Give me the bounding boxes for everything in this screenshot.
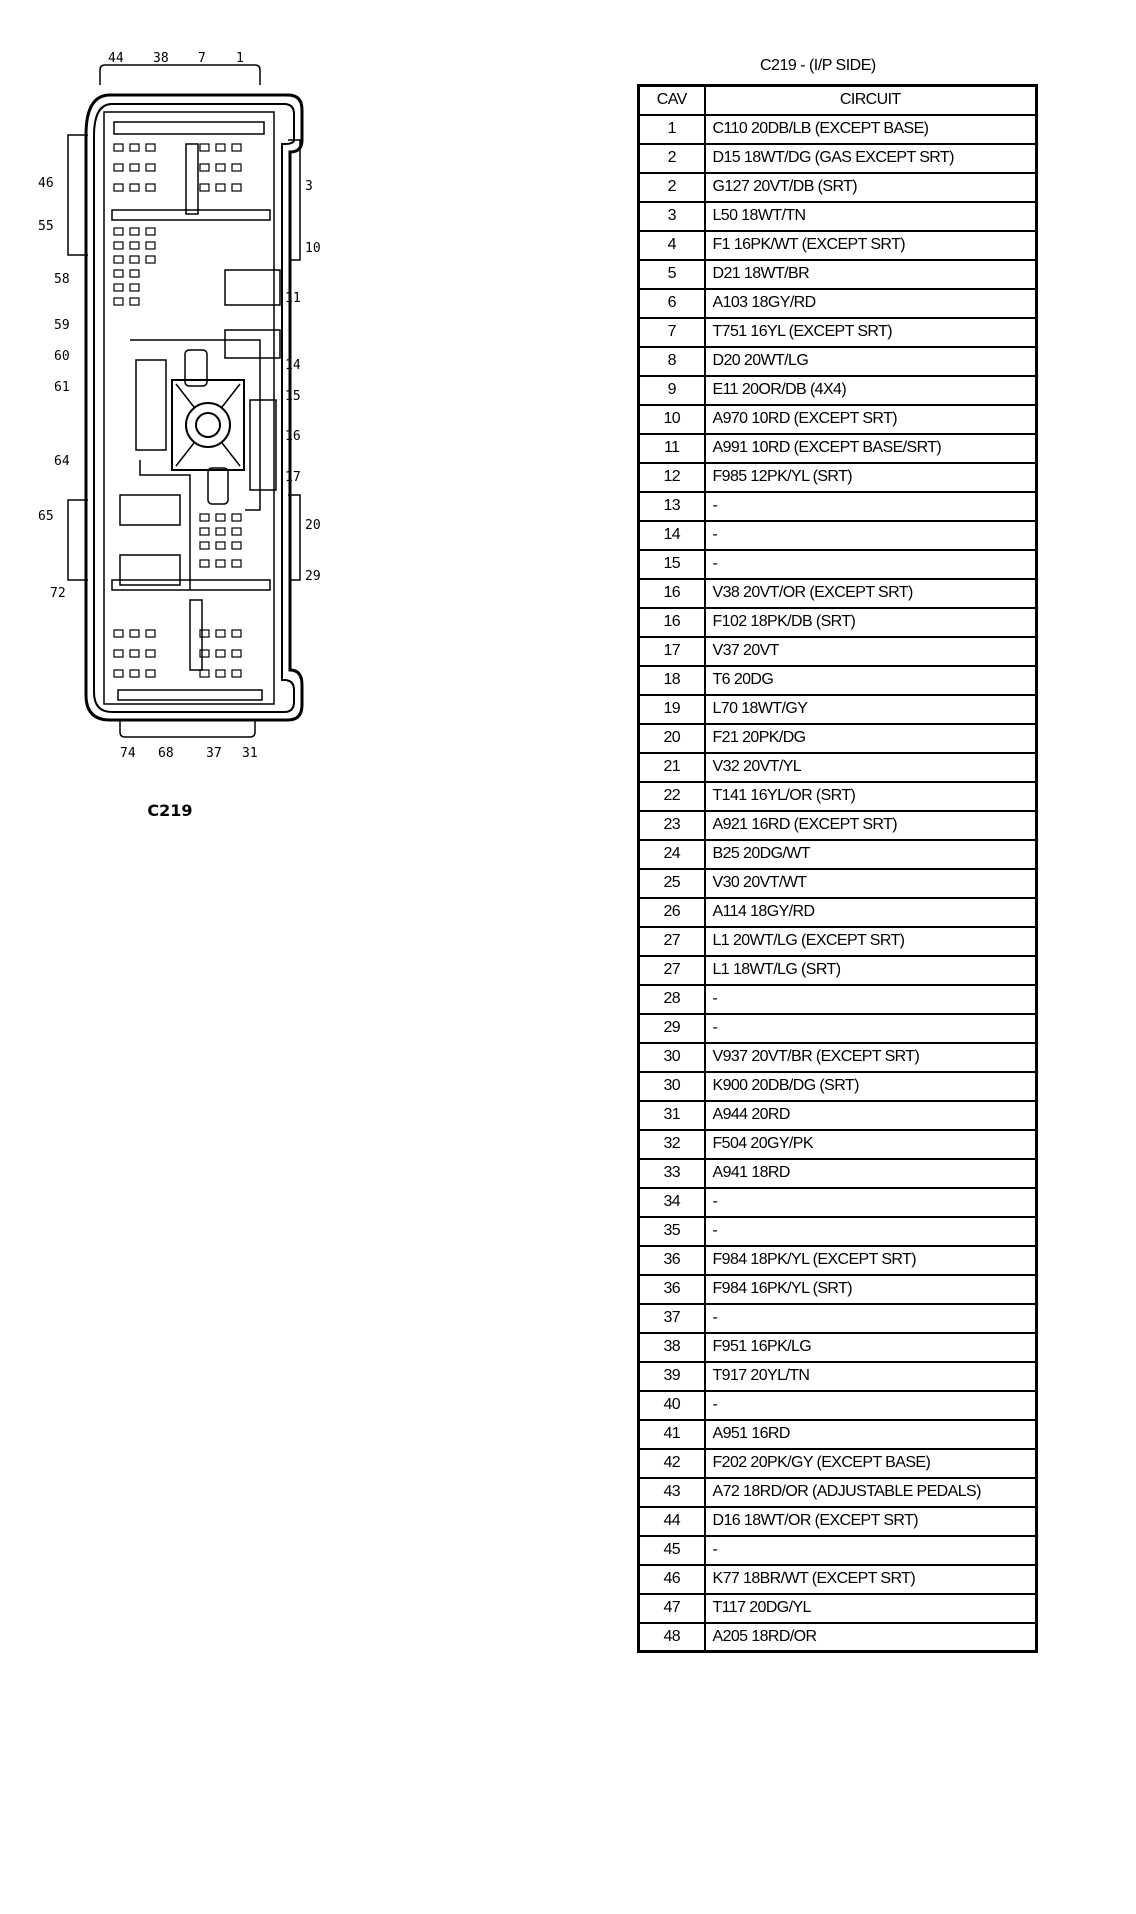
cav-cell: 31 <box>639 1101 705 1130</box>
circuit-cell: T117 20DG/YL <box>705 1594 1037 1623</box>
circuit-cell: T917 20YL/TN <box>705 1362 1037 1391</box>
cav-cell: 26 <box>639 898 705 927</box>
pin-label-left-4: 59 <box>54 318 70 333</box>
table-row <box>639 521 1037 550</box>
cavity-pin <box>130 184 139 191</box>
cav-cell: 37 <box>639 1304 705 1333</box>
pin-label-bottom-2: 68 <box>158 746 174 761</box>
cavity-pin <box>232 184 241 191</box>
cavity-pin <box>216 560 225 567</box>
cavity-pin <box>114 256 123 263</box>
pin-label-left-2: 55 <box>38 219 54 234</box>
cav-cell: 33 <box>639 1159 705 1188</box>
circuit-cell: - <box>705 492 1037 521</box>
cavity-pin <box>146 256 155 263</box>
table-row <box>639 811 1037 840</box>
table-row <box>639 956 1037 985</box>
circuit-cell: T751 16YL (EXCEPT SRT) <box>705 318 1037 347</box>
cav-cell: 16 <box>639 579 705 608</box>
table-row <box>639 1594 1037 1623</box>
cavity-pin <box>200 528 209 535</box>
pin-label-right-5: 15 <box>285 389 301 404</box>
circuit-cell: L70 18WT/GY <box>705 695 1037 724</box>
table-row <box>639 115 1037 144</box>
cavity-pin <box>114 144 123 151</box>
cavity-pin <box>130 284 139 291</box>
table-row <box>639 1333 1037 1362</box>
cav-cell: 9 <box>639 376 705 405</box>
table-row <box>639 1536 1037 1565</box>
table-row <box>639 637 1037 666</box>
table-row <box>639 289 1037 318</box>
cav-cell: 47 <box>639 1594 705 1623</box>
cavity-pin <box>130 650 139 657</box>
cav-cell: 28 <box>639 985 705 1014</box>
cavity-pin <box>114 630 123 637</box>
cavity-pin <box>130 242 139 249</box>
table-row <box>639 579 1037 608</box>
cavity-pin <box>200 184 209 191</box>
circuit-cell: A114 18GY/RD <box>705 898 1037 927</box>
circuit-cell: A951 16RD <box>705 1420 1037 1449</box>
cav-cell: 32 <box>639 1130 705 1159</box>
cavity-pin <box>146 630 155 637</box>
cav-cell: 42 <box>639 1449 705 1478</box>
cavity-pin <box>146 670 155 677</box>
pin-label-bottom-1: 74 <box>120 746 136 761</box>
cav-cell: 14 <box>639 521 705 550</box>
cavity-pin <box>130 228 139 235</box>
cav-cell: 25 <box>639 869 705 898</box>
cavity-pin <box>216 528 225 535</box>
column-header-circuit: CIRCUIT <box>705 86 1037 115</box>
circuit-cell: V37 20VT <box>705 637 1037 666</box>
table-body <box>639 115 1037 1652</box>
cavity-pin <box>200 670 209 677</box>
table-row <box>639 782 1037 811</box>
table-row <box>639 1449 1037 1478</box>
cavity-pin <box>200 560 209 567</box>
cav-cell: 10 <box>639 405 705 434</box>
cav-cell: 1 <box>639 115 705 144</box>
cav-cell: 11 <box>639 434 705 463</box>
table-row <box>639 840 1037 869</box>
connector-face-drawing <box>20 40 321 820</box>
table-row <box>639 463 1037 492</box>
cavity-pin <box>200 164 209 171</box>
table-row <box>639 608 1037 637</box>
table-row <box>639 1420 1037 1449</box>
table-row <box>639 260 1037 289</box>
circuit-cell: E11 20OR/DB (4X4) <box>705 376 1037 405</box>
table-row <box>639 1507 1037 1536</box>
circuit-cell: - <box>705 1217 1037 1246</box>
table-row <box>639 173 1037 202</box>
table-row <box>639 724 1037 753</box>
cavity-pin <box>216 670 225 677</box>
circuit-cell: V937 20VT/BR (EXCEPT SRT) <box>705 1043 1037 1072</box>
cav-cell: 38 <box>639 1333 705 1362</box>
table-row <box>639 1101 1037 1130</box>
cavity-pin <box>130 144 139 151</box>
cavity-pin <box>232 144 241 151</box>
cavity-pin <box>232 650 241 657</box>
cavity-pin <box>114 228 123 235</box>
cavity-pin <box>216 184 225 191</box>
cavity-pin <box>216 650 225 657</box>
pin-label-top-4: 1 <box>236 51 244 66</box>
table-title: C219 - (I/P SIDE) <box>760 57 876 74</box>
pin-label-left-5: 60 <box>54 349 70 364</box>
circuit-cell: A944 20RD <box>705 1101 1037 1130</box>
cavity-pin <box>130 298 139 305</box>
table-row <box>639 1043 1037 1072</box>
cav-cell: 35 <box>639 1217 705 1246</box>
circuit-cell: - <box>705 1391 1037 1420</box>
circuit-cell: A72 18RD/OR (ADJUSTABLE PEDALS) <box>705 1478 1037 1507</box>
circuit-cell: F102 18PK/DB (SRT) <box>705 608 1037 637</box>
circuit-cell: - <box>705 985 1037 1014</box>
circuit-cell: T141 16YL/OR (SRT) <box>705 782 1037 811</box>
cavity-pin <box>232 630 241 637</box>
circuit-cell: - <box>705 1304 1037 1333</box>
circuit-cell: A205 18RD/OR <box>705 1623 1037 1652</box>
cav-cell: 5 <box>639 260 705 289</box>
table-row <box>639 1246 1037 1275</box>
cav-cell: 8 <box>639 347 705 376</box>
cavity-pin <box>216 514 225 521</box>
circuit-cell: A103 18GY/RD <box>705 289 1037 318</box>
circuit-cell: - <box>705 1188 1037 1217</box>
table-header-row <box>639 86 1037 115</box>
circuit-cell: F21 20PK/DG <box>705 724 1037 753</box>
table-row <box>639 1217 1037 1246</box>
cav-cell: 30 <box>639 1043 705 1072</box>
table-row <box>639 1304 1037 1333</box>
circuit-cell: F951 16PK/LG <box>705 1333 1037 1362</box>
pin-label-right-7: 17 <box>285 470 301 485</box>
cavity-pin <box>232 670 241 677</box>
circuit-cell: F504 20GY/PK <box>705 1130 1037 1159</box>
cav-cell: 45 <box>639 1536 705 1565</box>
cav-cell: 12 <box>639 463 705 492</box>
pin-label-bottom-3: 37 <box>206 746 222 761</box>
cav-cell: 27 <box>639 956 705 985</box>
table-row <box>639 666 1037 695</box>
cav-cell: 3 <box>639 202 705 231</box>
table-row <box>639 927 1037 956</box>
cavity-pin <box>114 184 123 191</box>
cav-cell: 16 <box>639 608 705 637</box>
table-row <box>639 1275 1037 1304</box>
cav-cell: 7 <box>639 318 705 347</box>
connector-figure <box>20 40 321 820</box>
circuit-cell: - <box>705 550 1037 579</box>
pinout-table <box>637 84 1038 1653</box>
cav-cell: 23 <box>639 811 705 840</box>
cav-cell: 15 <box>639 550 705 579</box>
circuit-cell: F202 20PK/GY (EXCEPT BASE) <box>705 1449 1037 1478</box>
circuit-cell: - <box>705 521 1037 550</box>
cav-cell: 44 <box>639 1507 705 1536</box>
circuit-cell: D15 18WT/DG (GAS EXCEPT SRT) <box>705 144 1037 173</box>
cav-cell: 22 <box>639 782 705 811</box>
cav-cell: 6 <box>639 289 705 318</box>
cavity-pin <box>114 270 123 277</box>
cavity-pin <box>114 650 123 657</box>
pin-label-top-2: 38 <box>153 51 169 66</box>
circuit-cell: G127 20VT/DB (SRT) <box>705 173 1037 202</box>
pin-label-top-1: 44 <box>108 51 124 66</box>
cav-cell: 34 <box>639 1188 705 1217</box>
cavity-pin <box>146 184 155 191</box>
table-row <box>639 347 1037 376</box>
cavity-pin <box>216 164 225 171</box>
cav-cell: 20 <box>639 724 705 753</box>
cav-cell: 19 <box>639 695 705 724</box>
cavity-pin <box>114 164 123 171</box>
circuit-cell: A921 16RD (EXCEPT SRT) <box>705 811 1037 840</box>
cavity-pin <box>114 242 123 249</box>
cavity-pin <box>232 560 241 567</box>
table-row <box>639 376 1037 405</box>
circuit-cell: L1 18WT/LG (SRT) <box>705 956 1037 985</box>
cav-cell: 36 <box>639 1246 705 1275</box>
table-row <box>639 753 1037 782</box>
table-row <box>639 898 1037 927</box>
table-row <box>639 869 1037 898</box>
table-row <box>639 144 1037 173</box>
table-row <box>639 550 1037 579</box>
cav-cell: 27 <box>639 927 705 956</box>
pin-label-right-9: 29 <box>305 569 321 584</box>
cav-cell: 4 <box>639 231 705 260</box>
cavity-pin <box>232 514 241 521</box>
cav-cell: 43 <box>639 1478 705 1507</box>
cavity-pin <box>232 164 241 171</box>
cav-cell: 30 <box>639 1072 705 1101</box>
circuit-cell: D16 18WT/OR (EXCEPT SRT) <box>705 1507 1037 1536</box>
cavity-pin <box>200 144 209 151</box>
circuit-cell: K900 20DB/DG (SRT) <box>705 1072 1037 1101</box>
circuit-cell: F985 12PK/YL (SRT) <box>705 463 1037 492</box>
pin-label-right-1: 3 <box>305 179 313 194</box>
cav-cell: 24 <box>639 840 705 869</box>
cavity-pin <box>146 228 155 235</box>
table-row <box>639 1391 1037 1420</box>
circuit-cell: F1 16PK/WT (EXCEPT SRT) <box>705 231 1037 260</box>
pin-label-left-7: 64 <box>54 454 70 469</box>
circuit-cell: L50 18WT/TN <box>705 202 1037 231</box>
table-row <box>639 695 1037 724</box>
pin-label-bottom-4: 31 <box>242 746 258 761</box>
cav-cell: 18 <box>639 666 705 695</box>
circuit-cell: L1 20WT/LG (EXCEPT SRT) <box>705 927 1037 956</box>
cavity-pin <box>114 298 123 305</box>
pin-label-top-3: 7 <box>198 51 206 66</box>
circuit-cell: V32 20VT/YL <box>705 753 1037 782</box>
pin-label-left-1: 46 <box>38 176 54 191</box>
cav-cell: 21 <box>639 753 705 782</box>
circuit-cell: B25 20DG/WT <box>705 840 1037 869</box>
pin-label-right-2: 10 <box>305 241 321 256</box>
cavity-pin <box>130 630 139 637</box>
cavity-pin <box>146 650 155 657</box>
circuit-cell: A991 10RD (EXCEPT BASE/SRT) <box>705 434 1037 463</box>
cav-cell: 40 <box>639 1391 705 1420</box>
cavity-pin <box>130 256 139 263</box>
pin-label-right-4: 14 <box>285 358 301 373</box>
table-row <box>639 985 1037 1014</box>
cavity-pin <box>130 164 139 171</box>
cavity-pin <box>200 542 209 549</box>
cav-cell: 13 <box>639 492 705 521</box>
cav-cell: 46 <box>639 1565 705 1594</box>
pin-label-right-6: 16 <box>285 429 301 444</box>
cavity-pin <box>216 144 225 151</box>
circuit-cell: F984 18PK/YL (EXCEPT SRT) <box>705 1246 1037 1275</box>
circuit-cell: - <box>705 1536 1037 1565</box>
cav-cell: 48 <box>639 1623 705 1652</box>
table-row <box>639 1565 1037 1594</box>
cavity-pin <box>146 242 155 249</box>
table-row <box>639 202 1037 231</box>
pin-label-right-8: 20 <box>305 518 321 533</box>
circuit-cell: D20 20WT/LG <box>705 347 1037 376</box>
table-row <box>639 231 1037 260</box>
connector-name: C219 <box>147 801 193 820</box>
pin-label-left-8: 65 <box>38 509 54 524</box>
circuit-cell: F984 16PK/YL (SRT) <box>705 1275 1037 1304</box>
cavity-pin <box>146 164 155 171</box>
circuit-cell: C110 20DB/LB (EXCEPT BASE) <box>705 115 1037 144</box>
circuit-cell: T6 20DG <box>705 666 1037 695</box>
cav-cell: 2 <box>639 173 705 202</box>
table-row <box>639 1623 1037 1652</box>
table-row <box>639 1072 1037 1101</box>
table-row <box>639 1014 1037 1043</box>
pin-label-left-6: 61 <box>54 380 70 395</box>
table-row <box>639 1188 1037 1217</box>
cavity-pin <box>114 670 123 677</box>
cavity-pin <box>200 514 209 521</box>
cavity-pin <box>130 270 139 277</box>
cavity-pin <box>232 528 241 535</box>
pin-label-right-3: 11 <box>285 291 301 306</box>
pin-label-left-3: 58 <box>54 272 70 287</box>
cav-cell: 29 <box>639 1014 705 1043</box>
cavity-pin <box>232 542 241 549</box>
cavity-pin <box>114 284 123 291</box>
table-row <box>639 1362 1037 1391</box>
cav-cell: 17 <box>639 637 705 666</box>
table-row <box>639 405 1037 434</box>
table-row <box>639 1478 1037 1507</box>
table-row <box>639 318 1037 347</box>
circuit-cell: V38 20VT/OR (EXCEPT SRT) <box>705 579 1037 608</box>
table-row <box>639 492 1037 521</box>
cavity-pin <box>130 670 139 677</box>
cav-cell: 39 <box>639 1362 705 1391</box>
cav-cell: 2 <box>639 144 705 173</box>
cav-cell: 36 <box>639 1275 705 1304</box>
table-row <box>639 1159 1037 1188</box>
column-header-cav: CAV <box>639 86 705 115</box>
circuit-cell: D21 18WT/BR <box>705 260 1037 289</box>
pin-label-left-9: 72 <box>50 586 66 601</box>
table-row <box>639 1130 1037 1159</box>
circuit-cell: V30 20VT/WT <box>705 869 1037 898</box>
cav-cell: 41 <box>639 1420 705 1449</box>
circuit-cell: A941 18RD <box>705 1159 1037 1188</box>
cavity-pin <box>216 542 225 549</box>
cavity-pin <box>146 144 155 151</box>
table-row <box>639 434 1037 463</box>
circuit-cell: - <box>705 1014 1037 1043</box>
cavity-pin <box>216 630 225 637</box>
circuit-cell: K77 18BR/WT (EXCEPT SRT) <box>705 1565 1037 1594</box>
circuit-cell: A970 10RD (EXCEPT SRT) <box>705 405 1037 434</box>
